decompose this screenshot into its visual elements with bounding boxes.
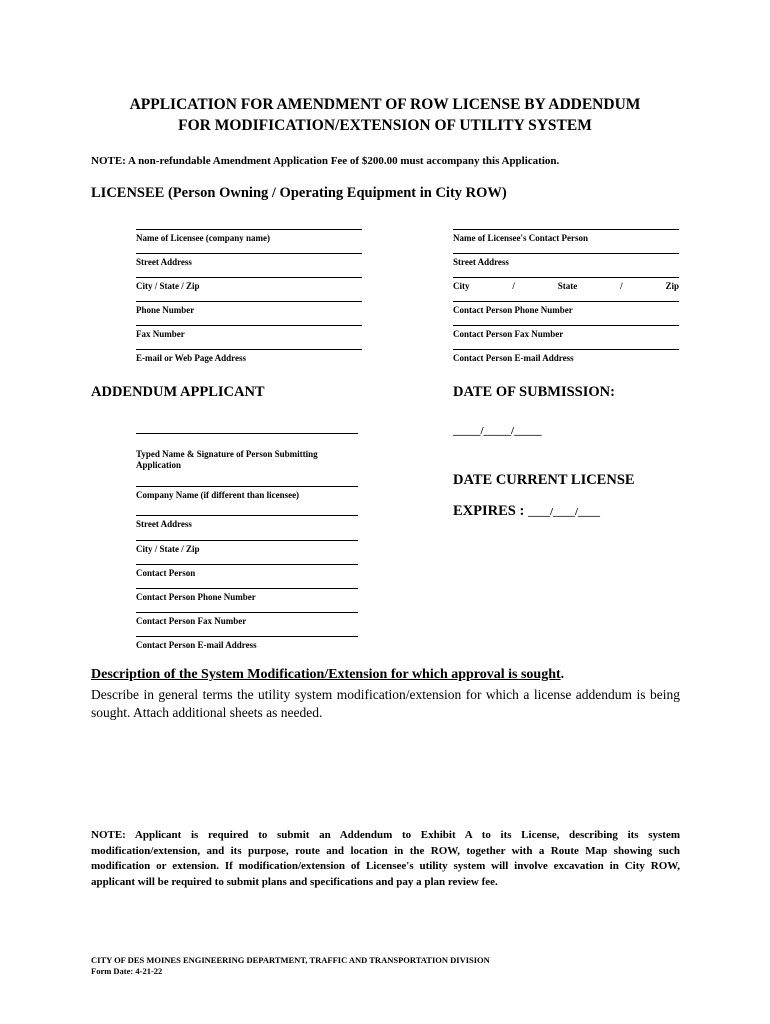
contact-email-field[interactable] — [453, 349, 679, 364]
applicant-contact-phone-label: Contact Person Phone Number — [136, 592, 256, 602]
city-state-separator: / — [512, 281, 515, 291]
contact-street-label: Street Address — [453, 257, 509, 267]
contact-person-name-label: Name of Licensee's Contact Person — [453, 233, 588, 243]
description-instructions: Describe in general terms the utility system modification/extension for which a license addendum is being sought. Attach additional sheets as needed. — [91, 687, 680, 720]
applicant-contact-phone-field[interactable] — [136, 588, 358, 603]
licensee-street-field[interactable] — [136, 253, 362, 268]
requirements-note: NOTE: Applicant is required to submit an Addendum to Exhibit A to its License, describing its system modification/extension, and its purpose, route and location in the ROW, together with a Route Map showing such modification or extension. If modification/extension of Licensee's utility system will involve excavation in City ROW, applicant will be required to submit plans and specifications and pay a plan review fee. — [91, 829, 680, 888]
applicant-contact-person-label: Contact Person — [136, 568, 196, 578]
applicant-city-state-zip-label: City / State / Zip — [136, 544, 200, 554]
date-of-submission-heading: DATE OF SUBMISSION: — [453, 384, 615, 400]
license-expires-row — [453, 503, 600, 520]
contact-phone-field[interactable] — [453, 301, 679, 316]
applicant-contact-email-field[interactable] — [136, 636, 358, 651]
licensee-phone-label: Phone Number — [136, 305, 195, 315]
licensee-email-label: E-mail or Web Page Address — [136, 353, 247, 363]
applicant-contact-email-label: Contact Person E-mail Address — [136, 640, 257, 650]
licensee-heading: LICENSEE (Person Owning / Operating Equipment in City ROW) — [91, 185, 507, 201]
contact-person-name-field[interactable] — [453, 229, 679, 244]
applicant-contact-fax-field[interactable] — [136, 612, 358, 627]
contact-email-label: Contact Person E-mail Address — [453, 353, 574, 363]
description-heading-text: Description of the System Modification/Extension for which approval is sought — [91, 667, 561, 682]
description-heading-period: . — [560, 667, 565, 682]
page-footer — [91, 955, 490, 977]
expires-label: EXPIRES : — [453, 503, 525, 519]
submission-date-field[interactable]: _____/_____/_____ — [453, 425, 542, 437]
licensee-name-field[interactable] — [136, 229, 362, 244]
applicant-name-signature-label: Typed Name & Signature of Person Submitting Application — [136, 449, 318, 470]
applicant-name-signature-field[interactable] — [136, 433, 358, 471]
fee-note: NOTE: A non-refundable Amendment Application Fee of $200.00 must accompany this Application. — [91, 155, 560, 167]
licensee-phone-field[interactable] — [136, 301, 362, 316]
description-heading — [91, 667, 564, 683]
contact-phone-label: Contact Person Phone Number — [453, 305, 573, 315]
licensee-fax-field[interactable] — [136, 325, 362, 340]
form-title-line-2: FOR MODIFICATION/EXTENSION OF UTILITY SYSTEM — [178, 117, 592, 134]
contact-fax-field[interactable] — [453, 325, 679, 340]
applicant-contact-person-field[interactable] — [136, 564, 358, 579]
form-title — [60, 94, 710, 136]
contact-city-state-zip-field[interactable] — [453, 277, 679, 292]
contact-fax-label: Contact Person Fax Number — [453, 329, 564, 339]
footer-department: CITY OF DES MOINES ENGINEERING DEPARTMENT, TRAFFIC AND TRANSPORTATION DIVISION — [91, 955, 490, 965]
expires-date-field[interactable]: ____/____/____ — [527, 506, 601, 518]
applicant-company-field[interactable] — [136, 486, 358, 501]
zip-label: Zip — [665, 281, 679, 291]
licensee-city-state-zip-field[interactable] — [136, 277, 362, 292]
current-license-heading: DATE CURRENT LICENSE — [453, 472, 635, 488]
contact-city-state-zip-label — [453, 281, 679, 292]
footer-form-date: Form Date: 4-21-22 — [91, 966, 163, 976]
licensee-fax-label: Fax Number — [136, 329, 185, 339]
licensee-street-label: Street Address — [136, 257, 192, 267]
addendum-applicant-heading: ADDENDUM APPLICANT — [91, 384, 265, 400]
licensee-city-state-zip-label: City / State / Zip — [136, 281, 200, 291]
city-label: City — [453, 281, 470, 291]
applicant-street-field[interactable] — [136, 515, 358, 530]
form-title-line-1: APPLICATION FOR AMENDMENT OF ROW LICENSE BY ADDENDUM — [129, 96, 641, 113]
state-label: State — [557, 281, 578, 291]
applicant-company-label: Company Name (if different than licensee) — [136, 490, 300, 500]
contact-street-field[interactable] — [453, 253, 679, 268]
applicant-contact-fax-label: Contact Person Fax Number — [136, 616, 247, 626]
applicant-city-state-zip-field[interactable] — [136, 540, 358, 555]
licensee-email-field[interactable] — [136, 349, 362, 364]
licensee-name-label: Name of Licensee (company name) — [136, 233, 270, 243]
state-zip-separator: / — [620, 281, 623, 291]
applicant-street-label: Street Address — [136, 519, 192, 529]
